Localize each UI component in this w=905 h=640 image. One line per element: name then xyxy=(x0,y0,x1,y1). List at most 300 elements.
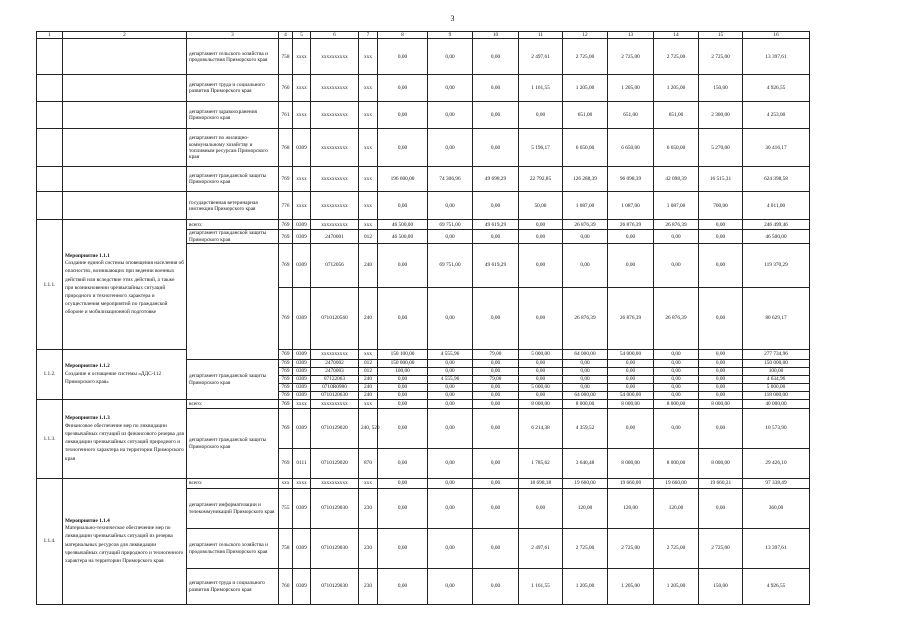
value-cell: 0,00 xyxy=(563,244,608,288)
value-cell: 4 926,55 xyxy=(743,569,810,605)
value-cell: 0,00 xyxy=(699,409,743,449)
value-cell: 0,00 xyxy=(654,409,699,449)
code-cell: xxxxxxxxxx xyxy=(311,75,359,102)
table-row xyxy=(37,220,810,230)
value-cell: 0,00 xyxy=(428,230,473,244)
measure-name xyxy=(63,220,187,350)
value-cell: 0,00 xyxy=(428,75,473,102)
code-cell: 0710120630 xyxy=(311,392,359,400)
value-cell: 79,00 xyxy=(473,376,519,384)
value-cell: 49 619,29 xyxy=(473,244,519,288)
value-cell: 0,00 xyxy=(378,409,428,449)
table-row xyxy=(37,400,810,409)
value-cell: 26 876,39 xyxy=(608,220,654,230)
value-cell: 26 876,39 xyxy=(563,288,608,350)
value-cell: 0,00 xyxy=(699,220,743,230)
value-cell: 1 087,00 xyxy=(654,192,699,220)
column-header-8: 8 xyxy=(378,32,428,39)
code-cell: 240 xyxy=(359,244,378,288)
value-cell: 0,00 xyxy=(428,569,473,605)
value-cell: 0,00 xyxy=(563,360,608,368)
column-header-12: 12 xyxy=(563,32,608,39)
value-cell: 4 634,96 xyxy=(743,376,810,384)
value-cell: 8 000,00 xyxy=(608,400,654,409)
value-cell: 0,00 xyxy=(473,392,519,400)
code-cell: 240 xyxy=(359,392,378,400)
department-cell: всего: xyxy=(187,479,279,489)
code-cell: xxx xyxy=(359,39,378,75)
value-cell: 120,00 xyxy=(563,489,608,529)
value-cell: 4 011,00 xyxy=(743,192,810,220)
table-row xyxy=(37,39,810,75)
code-cell: 0309 xyxy=(293,244,311,288)
value-cell: 1 205,00 xyxy=(563,75,608,102)
column-header-14: 14 xyxy=(654,32,699,39)
code-cell: xxxx xyxy=(293,75,311,102)
code-cell: 240 xyxy=(359,384,378,392)
column-header-5: 5 xyxy=(293,32,311,39)
code-cell: xxxxxxxxxx xyxy=(311,220,359,230)
code-cell: 0710R0980 xyxy=(311,384,359,392)
value-cell: 0,00 xyxy=(428,409,473,449)
column-header-4: 4 xyxy=(279,32,293,39)
column-header-1: 1 xyxy=(37,32,63,39)
value-cell: 22 792,85 xyxy=(519,167,563,192)
code-cell: 230 xyxy=(359,529,378,569)
section-number-cell xyxy=(37,129,63,167)
value-cell: 8 000,00 xyxy=(519,400,563,409)
code-cell: 0309 xyxy=(293,376,311,384)
section-number-cell xyxy=(37,167,63,192)
value-cell: 0,00 xyxy=(378,75,428,102)
value-cell: 0,00 xyxy=(608,409,654,449)
department-cell: департамент здравоохранения Приморского края xyxy=(187,102,279,129)
section-number-cell xyxy=(37,102,63,129)
code-cell: xxxxxxxxxx xyxy=(311,39,359,75)
value-cell: 10 573,90 xyxy=(743,409,810,449)
value-cell: 74 306,96 xyxy=(428,167,473,192)
value-cell: 0,00 xyxy=(473,192,519,220)
department-cell: департамент гражданской защиты Приморского края xyxy=(187,360,279,400)
value-cell: 46 500,00 xyxy=(378,220,428,230)
section-number: 1.1.1. xyxy=(37,220,63,350)
value-cell: 97 338,49 xyxy=(743,479,810,489)
measure-name xyxy=(63,400,187,479)
code-cell: 240 xyxy=(359,288,378,350)
value-cell: 0,00 xyxy=(699,368,743,376)
value-cell: 277 734,96 xyxy=(743,350,810,360)
value-cell: 150 000,00 xyxy=(743,360,810,368)
code-cell: 769 xyxy=(279,167,293,192)
value-cell: 0,00 xyxy=(519,220,563,230)
value-cell: 19 660,00 xyxy=(608,479,654,489)
value-cell: 0,00 xyxy=(473,230,519,244)
value-cell: 196 600,00 xyxy=(378,167,428,192)
code-cell: xxx xyxy=(359,220,378,230)
table-row xyxy=(37,350,810,360)
value-cell: 13 397,61 xyxy=(743,39,810,75)
code-cell: 0309 xyxy=(293,129,311,167)
value-cell: 2 725,00 xyxy=(563,39,608,75)
code-cell: 0309 xyxy=(293,529,311,569)
value-cell: 0,00 xyxy=(378,192,428,220)
value-cell: 1 161,55 xyxy=(519,569,563,605)
code-cell: xxxx xyxy=(293,479,311,489)
value-cell: 0,00 xyxy=(608,244,654,288)
value-cell: 19 660,00 xyxy=(563,479,608,489)
value-cell: 0,00 xyxy=(428,529,473,569)
value-cell: 0,00 xyxy=(378,529,428,569)
code-cell: xxx xyxy=(279,479,293,489)
code-cell: xxx xyxy=(359,102,378,129)
value-cell: 0,00 xyxy=(428,392,473,400)
measure-title: Мероприятие 1.1.2 xyxy=(65,363,110,370)
value-cell: 700,00 xyxy=(699,192,743,220)
value-cell: 69 751,00 xyxy=(428,220,473,230)
value-cell: 0,00 xyxy=(428,360,473,368)
value-cell: 0,00 xyxy=(473,360,519,368)
department-cell: департамент труда и социального развития Приморского края xyxy=(187,569,279,605)
code-cell: 769 xyxy=(279,449,293,479)
value-cell: 6 650,00 xyxy=(608,129,654,167)
value-cell: 0,00 xyxy=(654,350,699,360)
code-cell: 776 xyxy=(279,192,293,220)
value-cell: 42 098,39 xyxy=(654,167,699,192)
value-cell: 651,00 xyxy=(654,102,699,129)
section-number: 1.1.4. xyxy=(37,479,63,605)
code-cell: xxxxxxxxxx xyxy=(311,400,359,409)
code-cell: 769 xyxy=(279,244,293,288)
value-cell: 8 000,00 xyxy=(699,449,743,479)
measure-name-cell xyxy=(63,167,187,192)
code-cell: 0309 xyxy=(293,360,311,368)
value-cell: 0,00 xyxy=(428,479,473,489)
value-cell: 150 100,00 xyxy=(378,350,428,360)
code-cell: 769 xyxy=(279,368,293,376)
value-cell: 0,00 xyxy=(473,409,519,449)
code-cell: 769 xyxy=(279,350,293,360)
column-header-15: 15 xyxy=(699,32,743,39)
code-cell: xxx xyxy=(359,75,378,102)
value-cell: 118 000,00 xyxy=(743,392,810,400)
code-cell: 0710129030 xyxy=(311,529,359,569)
department-cell: департамент гражданской защиты Приморского края xyxy=(187,167,279,192)
department-cell: всего: xyxy=(187,400,279,409)
value-cell: 29 426,10 xyxy=(743,449,810,479)
code-cell: 012 xyxy=(359,230,378,244)
value-cell: 126 288,39 xyxy=(563,167,608,192)
value-cell: 0,00 xyxy=(378,376,428,384)
code-cell: xxx xyxy=(359,167,378,192)
value-cell: 30 416,17 xyxy=(743,129,810,167)
value-cell: 0,00 xyxy=(654,392,699,400)
code-cell: 870 xyxy=(359,449,378,479)
value-cell: 1 205,00 xyxy=(608,569,654,605)
value-cell: 4 555,96 xyxy=(428,350,473,360)
measure-name-cell xyxy=(63,192,187,220)
code-cell: xxxx xyxy=(293,400,311,409)
value-cell: 0,00 xyxy=(608,230,654,244)
code-cell: xxx xyxy=(359,350,378,360)
value-cell: 54 000,00 xyxy=(608,350,654,360)
section-number: 1.1.2. xyxy=(37,350,63,400)
code-cell: 230 xyxy=(359,569,378,605)
code-cell: 761 xyxy=(279,102,293,129)
code-cell: 0309 xyxy=(293,392,311,400)
code-cell: 769 xyxy=(279,288,293,350)
value-cell: 246 499,46 xyxy=(743,220,810,230)
measure-title: Мероприятие 1.1.1 xyxy=(65,252,110,259)
value-cell: 0,00 xyxy=(563,384,608,392)
value-cell: 46 500,00 xyxy=(743,230,810,244)
value-cell: 0,00 xyxy=(473,529,519,569)
value-cell: 16 515,31 xyxy=(699,167,743,192)
value-cell: 1 785,62 xyxy=(519,449,563,479)
value-cell: 46 500,00 xyxy=(378,230,428,244)
column-number-header xyxy=(37,32,810,39)
code-cell: 769 xyxy=(279,409,293,449)
code-cell: 0712056 xyxy=(311,244,359,288)
value-cell: 0,00 xyxy=(473,39,519,75)
value-cell: 5 000,00 xyxy=(519,384,563,392)
column-header-16: 16 xyxy=(743,32,810,39)
department-cell: департамент сельского хозяйства и продовольствия Приморского края xyxy=(187,529,279,569)
code-cell: 769 xyxy=(279,384,293,392)
code-cell: xxxx xyxy=(293,102,311,129)
value-cell: 0,00 xyxy=(378,449,428,479)
department-cell: департамент информатизации и телекоммуникаций Приморского края xyxy=(187,489,279,529)
column-header-3: 3 xyxy=(187,32,279,39)
code-cell: 0710120560 xyxy=(311,288,359,350)
value-cell: 0,00 xyxy=(428,384,473,392)
value-cell: 0,00 xyxy=(473,288,519,350)
value-cell: 64 000,00 xyxy=(563,392,608,400)
value-cell: 5 196,17 xyxy=(519,129,563,167)
code-cell: 240 xyxy=(359,376,378,384)
value-cell: 1 087,00 xyxy=(563,192,608,220)
value-cell: 0,00 xyxy=(563,376,608,384)
code-cell: 0710129030 xyxy=(311,489,359,529)
department-cell: департамент по жилищно-коммунальному хозяйству и топливным ресурсам Приморского края xyxy=(187,129,279,167)
measure-name-cell xyxy=(63,39,187,75)
value-cell: 0,00 xyxy=(563,230,608,244)
value-cell: 0,00 xyxy=(519,489,563,529)
value-cell: 5 000,00 xyxy=(519,350,563,360)
code-cell: xxxxxxxxxx xyxy=(311,129,359,167)
value-cell: 150 000,00 xyxy=(378,360,428,368)
value-cell: 0,00 xyxy=(378,102,428,129)
value-cell: 4 926,55 xyxy=(743,75,810,102)
value-cell: 0,00 xyxy=(519,230,563,244)
department-cell: департамент гражданской защиты Приморского края xyxy=(187,409,279,479)
code-cell: 769 xyxy=(279,220,293,230)
value-cell: 651,00 xyxy=(608,102,654,129)
table-row xyxy=(37,192,810,220)
value-cell: 0,00 xyxy=(473,384,519,392)
value-cell: 0,00 xyxy=(428,489,473,529)
value-cell: 0,00 xyxy=(378,129,428,167)
value-cell: 6 650,00 xyxy=(654,129,699,167)
value-cell: 13 397,61 xyxy=(743,529,810,569)
value-cell: 50,00 xyxy=(519,192,563,220)
value-cell: 1 087,00 xyxy=(608,192,654,220)
column-header-11: 11 xyxy=(519,32,563,39)
value-cell: 26 876,39 xyxy=(654,288,699,350)
value-cell: 0,00 xyxy=(428,102,473,129)
value-cell: 0,00 xyxy=(428,368,473,376)
value-cell: 0,00 xyxy=(428,39,473,75)
value-cell: 4 555,96 xyxy=(428,376,473,384)
value-cell: 69 751,00 xyxy=(428,244,473,288)
column-header-7: 7 xyxy=(359,32,378,39)
code-cell: 012 xyxy=(359,360,378,368)
code-cell: 0309 xyxy=(293,230,311,244)
value-cell: 6 650,00 xyxy=(563,129,608,167)
code-cell: xxx xyxy=(359,400,378,409)
code-cell: 768 xyxy=(279,129,293,167)
code-cell: xxxxxxxxxx xyxy=(311,102,359,129)
code-cell: xxxxxxxxxx xyxy=(311,350,359,360)
value-cell: 1 205,00 xyxy=(608,75,654,102)
value-cell: 0,00 xyxy=(428,449,473,479)
value-cell: 2 725,00 xyxy=(563,529,608,569)
value-cell: 0,00 xyxy=(519,244,563,288)
value-cell: 0,00 xyxy=(519,102,563,129)
department-cell: департамент труда и социального развития Приморского края xyxy=(187,75,279,102)
measure-description: Создание единой системы оповещения населения об опасностях, возникающих при ведении военных действий или вследствие этих действий, а также при возникновении чрезвычайных ситуаций природного и техногенного характера и осуществления мероприятий по гражданской обороне и мобилизационной подготовке xyxy=(65,260,184,316)
value-cell: 8 000,00 xyxy=(654,400,699,409)
value-cell: 6 214,38 xyxy=(519,409,563,449)
value-cell: 2 725,00 xyxy=(608,39,654,75)
code-cell: 769 xyxy=(279,392,293,400)
value-cell: 0,00 xyxy=(428,288,473,350)
department-cell: департамент сельского хозяйства и продовольствия Приморского края xyxy=(187,39,279,75)
value-cell: 54 000,00 xyxy=(608,392,654,400)
value-cell: 0,00 xyxy=(699,350,743,360)
value-cell: 360,00 xyxy=(743,489,810,529)
column-header-6: 6 xyxy=(311,32,359,39)
table-row xyxy=(37,479,810,489)
department-cell: всего: xyxy=(187,220,279,230)
value-cell: 26 876,39 xyxy=(608,288,654,350)
measure-description: Создание и оснащение системы «ДДС-112 Приморского края» xyxy=(65,370,162,385)
value-cell: 100,00 xyxy=(378,368,428,376)
code-cell: 0111 xyxy=(293,449,311,479)
value-cell: 150,00 xyxy=(699,569,743,605)
value-cell: 79,00 xyxy=(473,350,519,360)
value-cell: 1 205,00 xyxy=(654,75,699,102)
value-cell: 0,00 xyxy=(378,392,428,400)
value-cell: 2 497,61 xyxy=(519,39,563,75)
value-cell: 4 359,52 xyxy=(563,409,608,449)
value-cell: 3 640,48 xyxy=(563,449,608,479)
value-cell: 0,00 xyxy=(473,479,519,489)
code-cell: 0309 xyxy=(293,220,311,230)
measure-title: Мероприятие 1.1.3 xyxy=(65,415,110,422)
column-header-9: 9 xyxy=(428,32,473,39)
value-cell: 100,00 xyxy=(743,368,810,376)
section-number-cell xyxy=(37,192,63,220)
value-cell: 0,00 xyxy=(654,376,699,384)
value-cell: 0,00 xyxy=(378,569,428,605)
value-cell: 0,00 xyxy=(519,368,563,376)
value-cell: 0,00 xyxy=(519,288,563,350)
value-cell: 0,00 xyxy=(608,376,654,384)
code-cell: 07122063 xyxy=(311,376,359,384)
value-cell: 0,00 xyxy=(378,244,428,288)
value-cell: 0,00 xyxy=(699,230,743,244)
code-cell: 0710129020 xyxy=(311,409,359,449)
value-cell: 0,00 xyxy=(378,288,428,350)
code-cell: 758 xyxy=(279,529,293,569)
measure-description: Материально-техническое обеспечение мер по ликвидации чрезвычайных ситуаций из резерва материальных ресурсов для ликвидации чрезвычайных ситуаций природного и техногенного характера на территории Приморского края xyxy=(65,525,184,564)
value-cell: 0,00 xyxy=(519,376,563,384)
value-cell: 120,00 xyxy=(608,489,654,529)
value-cell: 0,00 xyxy=(699,376,743,384)
value-cell: 0,00 xyxy=(563,368,608,376)
value-cell: 2 725,00 xyxy=(608,529,654,569)
value-cell: 0,00 xyxy=(473,400,519,409)
code-cell: 0309 xyxy=(293,409,311,449)
value-cell: 8 000,00 xyxy=(608,449,654,479)
value-cell: 0,00 xyxy=(473,102,519,129)
table-row xyxy=(37,167,810,192)
value-cell: 19 660,31 xyxy=(699,479,743,489)
value-cell: 0,00 xyxy=(428,129,473,167)
value-cell: 0,00 xyxy=(608,384,654,392)
value-cell: 2 497,61 xyxy=(519,529,563,569)
value-cell: 0,00 xyxy=(473,129,519,167)
section-number-cell xyxy=(37,75,63,102)
value-cell: 19 660,00 xyxy=(654,479,699,489)
value-cell: 0,00 xyxy=(378,489,428,529)
value-cell: 0,00 xyxy=(654,230,699,244)
code-cell: 769 xyxy=(279,376,293,384)
code-cell: xxx xyxy=(359,129,378,167)
value-cell: 119 370,29 xyxy=(743,244,810,288)
value-cell: 0,00 xyxy=(378,384,428,392)
value-cell: 2 725,00 xyxy=(654,529,699,569)
value-cell: 26 876,39 xyxy=(563,220,608,230)
code-cell: 0710129020 xyxy=(311,449,359,479)
value-cell: 0,00 xyxy=(473,489,519,529)
value-cell: 1 161,55 xyxy=(519,75,563,102)
value-cell: 4 253,00 xyxy=(743,102,810,129)
code-cell: 760 xyxy=(279,75,293,102)
value-cell: 96 098,39 xyxy=(608,167,654,192)
value-cell: 2 725,00 xyxy=(699,529,743,569)
value-cell: 0,00 xyxy=(608,368,654,376)
code-cell: xxxxxxxxxx xyxy=(311,192,359,220)
department-cell xyxy=(187,244,279,360)
value-cell: 80 629,17 xyxy=(743,288,810,350)
value-cell: 0,00 xyxy=(473,75,519,102)
value-cell: 0,00 xyxy=(699,360,743,368)
measure-name-cell xyxy=(63,75,187,102)
section-number: 1.1.3. xyxy=(37,400,63,479)
code-cell: xxxxxxxxxx xyxy=(311,167,359,192)
department-cell: государственная ветеринарная инспекция Приморского края xyxy=(187,192,279,220)
value-cell: 0,00 xyxy=(378,400,428,409)
value-cell: 0,00 xyxy=(608,360,654,368)
column-header-13: 13 xyxy=(608,32,654,39)
table-row xyxy=(37,75,810,102)
code-cell: 760 xyxy=(279,569,293,605)
value-cell: 64 000,00 xyxy=(563,350,608,360)
value-cell: 49 619,29 xyxy=(473,220,519,230)
code-cell: 240, 520 xyxy=(359,409,378,449)
code-cell: xxxxxxxxxx xyxy=(311,479,359,489)
